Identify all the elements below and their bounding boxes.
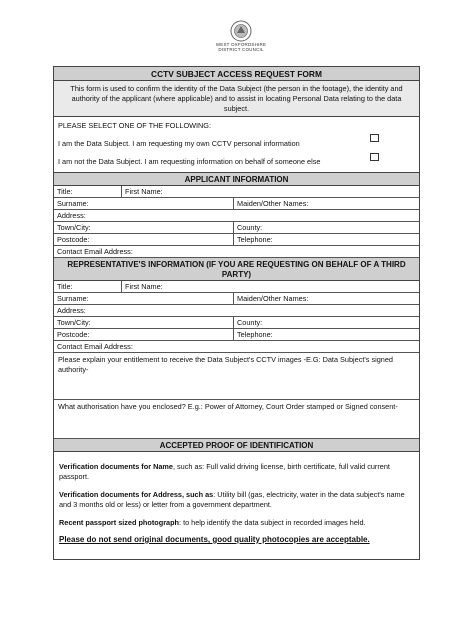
applicant-postcode-row	[54, 234, 419, 246]
option-data-subject-label: I am the Data Subject. I am requesting my own CCTV personal information	[58, 139, 300, 148]
applicant-maiden-field[interactable]: Maiden/Other Names:	[237, 199, 309, 208]
rep-county-field[interactable]: County:	[237, 318, 263, 327]
applicant-surname-row	[54, 198, 419, 210]
proof-address-text: : Utility bill (gas, electricity, water in the data subject's name and 3 months old or less) or letter from a government department.	[59, 490, 405, 509]
representative-heading: REPRESENTATIVE'S INFORMATION (IF YOU ARE REQUESTING ON BEHALF OF A THIRD PARTY)	[54, 258, 419, 281]
applicant-town-row	[54, 222, 419, 234]
rep-postcode-field[interactable]: Postcode:	[54, 329, 234, 340]
proof-photo-label: Recent passport sized photograph	[59, 518, 180, 527]
applicant-title-row	[54, 186, 419, 198]
rep-address-field[interactable]: Address:	[57, 306, 86, 315]
applicant-county-field[interactable]: County:	[237, 223, 263, 232]
rep-town-field[interactable]: Town/City:	[54, 317, 234, 328]
form-intro: This form is used to confirm the identity of the Data Subject (the person in the footage), the identity and authority of the applicant (where applicable) and to assist in locating Personal Data relating to the data subject.	[54, 81, 419, 117]
rep-first-name-field[interactable]: First Name:	[125, 282, 163, 291]
applicant-telephone-field[interactable]: Telephone:	[237, 235, 273, 244]
applicant-heading: APPLICANT INFORMATION	[54, 173, 419, 186]
option-data-subject-checkbox[interactable]	[370, 134, 379, 142]
logo-line1: WEST OXFORDSHIRE	[215, 42, 267, 47]
form-title: CCTV SUBJECT ACCESS REQUEST FORM	[54, 67, 419, 81]
applicant-email-field[interactable]: Contact Email Address:	[57, 247, 133, 256]
entitlement-field[interactable]: Please explain your entitlement to receive the Data Subject's CCTV images -E.G: Data Subject's signed authority-	[54, 353, 419, 400]
rep-surname-row	[54, 293, 419, 305]
applicant-first-name-field[interactable]: First Name:	[125, 187, 163, 196]
option-third-party-label: I am not the Data Subject. I am requesting information on behalf of someone else	[58, 157, 321, 166]
crest-icon	[230, 20, 252, 42]
rep-email-row	[54, 341, 419, 353]
cctv-form	[53, 66, 420, 560]
rep-title-row	[54, 281, 419, 293]
rep-title-field[interactable]: Title:	[54, 281, 122, 292]
proof-name	[59, 462, 414, 482]
applicant-address-row	[54, 210, 419, 222]
proof-name-text: , such as: Full valid driving license, birth certificate, full valid current passport.	[59, 462, 390, 481]
selection-heading: PLEASE SELECT ONE OF THE FOLLOWING:	[58, 121, 212, 130]
proof-name-label: Verification documents for Name	[59, 462, 173, 471]
proof-section	[54, 462, 419, 559]
rep-postcode-row	[54, 329, 419, 341]
applicant-address-field[interactable]: Address:	[57, 211, 86, 220]
option-third-party-checkbox[interactable]	[370, 153, 379, 161]
selection-section	[54, 117, 419, 173]
proof-address	[59, 490, 414, 510]
rep-telephone-field[interactable]: Telephone:	[237, 330, 273, 339]
proof-heading: ACCEPTED PROOF OF IDENTIFICATION	[54, 439, 419, 452]
rep-address-row	[54, 305, 419, 317]
authorisation-field[interactable]: What authorisation have you enclosed? E.g.: Power of Attorney, Court Order stamped or Signed consent-	[54, 400, 419, 439]
rep-maiden-field[interactable]: Maiden/Other Names:	[237, 294, 309, 303]
proof-photo	[59, 518, 414, 528]
proof-photo-text: : to help identify the data subject in recorded images held.	[179, 518, 366, 527]
applicant-surname-field[interactable]: Surname:	[54, 198, 234, 209]
proof-address-label: Verification documents for Address, such as	[59, 490, 214, 499]
rep-surname-field[interactable]: Surname:	[54, 293, 234, 304]
rep-email-field[interactable]: Contact Email Address:	[57, 342, 133, 351]
applicant-postcode-field[interactable]: Postcode:	[54, 234, 234, 245]
rep-town-row	[54, 317, 419, 329]
proof-note: Please do not send original documents, good quality photocopies are acceptable.	[59, 535, 370, 544]
applicant-town-field[interactable]: Town/City:	[54, 222, 234, 233]
logo-line2: DISTRICT COUNCIL	[218, 47, 264, 52]
applicant-title-field[interactable]: Title:	[54, 186, 122, 197]
applicant-email-row	[54, 246, 419, 258]
council-logo	[196, 20, 286, 60]
